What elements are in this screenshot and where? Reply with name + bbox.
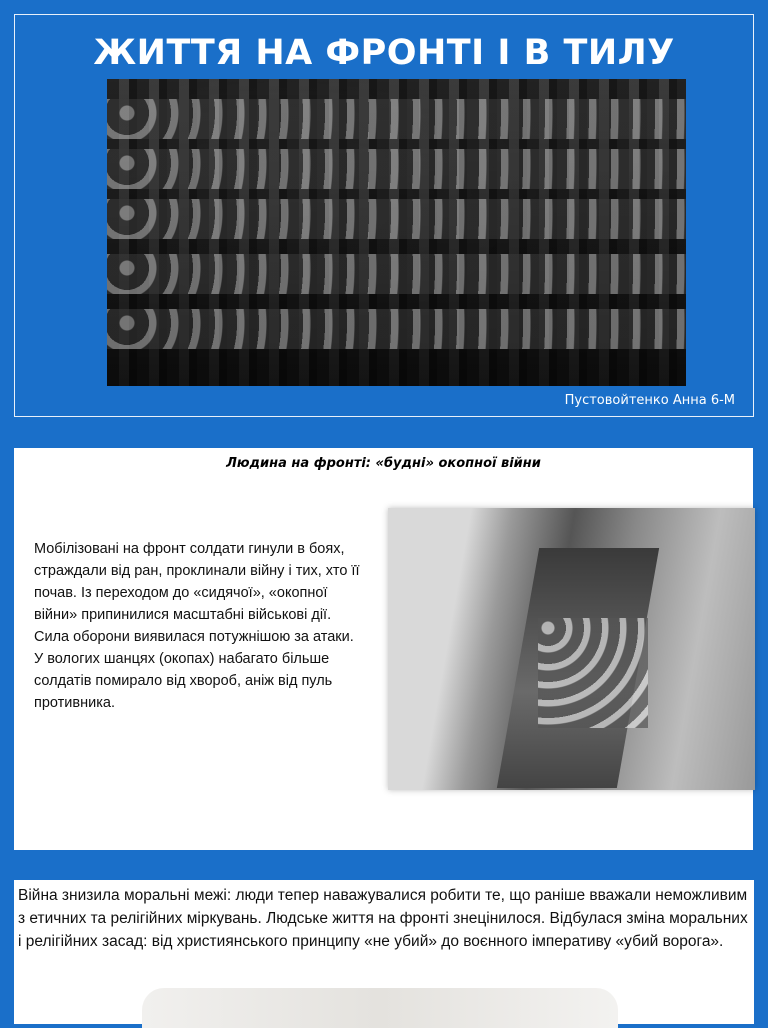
soldiers-photo [107, 79, 686, 386]
slide-body-text: Мобілізовані на фронт солдати гинули в боях, страждали від ран, проклинали війну і тих, хто її почав. Із переходом до «сидячої», «окопної війни» припинилися масштабні військові дії. Сила оборони виявилася потужнішою за атаки. У вологих шанцях (окопах) набагато більше солдатів помирало від хвороб, аніж від пуль противника. [34, 541, 360, 711]
bottom-photo [142, 988, 618, 1028]
slide-title: ЖИТТЯ НА ФРОНТІ І В ТИЛУ [93, 33, 675, 73]
title-slide [14, 14, 754, 417]
author-caption: Пустовойтенко Анна 6-М [564, 393, 735, 408]
slide-body-text: Війна знизила моральні межі: люди тепер наважувалися робити те, що раніше вважали неможливим з етичних та релігійних міркувань. Людське життя на фронті знецінилося. Відбулася зміна моральних і релігійних засад: від християнського принципу «не убий» до воєнного імперативу «убий ворога». [18, 887, 748, 950]
front-life-slide [14, 448, 753, 850]
slide-subtitle: Людина на фронті: «будні» окопної війни [226, 456, 541, 471]
trench-photo [388, 508, 755, 790]
morality-slide [14, 880, 754, 1024]
